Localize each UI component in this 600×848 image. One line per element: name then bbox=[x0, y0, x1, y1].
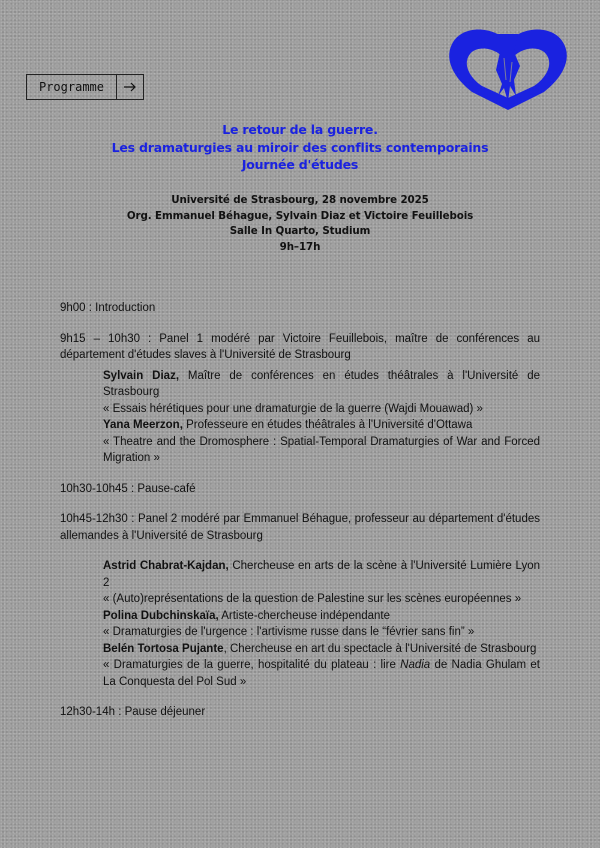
event-info bbox=[0, 193, 600, 255]
speaker-role: Professeure en études théâtrales à l'Université d'Ottawa bbox=[182, 419, 473, 431]
speaker-entry bbox=[103, 368, 540, 401]
talk-title: « Theatre and the Dromosphere : Spatial-Temporal Dramaturgies of War and Forced Migration » bbox=[103, 435, 540, 464]
speaker-role: Chercheuse en arts de la scène à l'Université Lumière Lyon 2 bbox=[103, 560, 540, 589]
programme-button-label: Programme bbox=[27, 75, 117, 99]
speaker-role: Artiste-chercheuse indépendante bbox=[218, 609, 391, 622]
panel-2-speakers bbox=[103, 558, 540, 690]
event-organizers: Org. Emmanuel Béhague, Sylvain Diaz et Victoire Feuillebois bbox=[126, 209, 474, 222]
heart-logo-icon bbox=[442, 22, 574, 112]
speaker-name: Astrid Chabrat-Kajdan, bbox=[103, 560, 229, 572]
panel-1-speakers bbox=[103, 368, 540, 467]
speaker-role: Maître de conférences en études théâtrales à l'Université de Strasbourg bbox=[103, 369, 540, 398]
speaker-entry bbox=[103, 608, 540, 625]
title-line-1: Le retour de la guerre. bbox=[222, 122, 378, 137]
schedule-coffee-break: 10h30-10h45 : Pause-café bbox=[60, 482, 196, 495]
title-line-3: Journée d'études bbox=[241, 157, 359, 172]
talk-title: « Dramaturgies de la guerre, hospitalité du plateau : lire Nadia de Nadia Ghulam et La Conquesta del Pol Sud » bbox=[103, 659, 540, 688]
speaker-role: , Chercheuse en art du spectacle à l'Université de Strasbourg bbox=[223, 642, 537, 655]
speaker-name: Sylvain Diaz, bbox=[103, 369, 180, 382]
speaker-entry bbox=[103, 641, 540, 658]
schedule-lunch-break: 12h30-14h : Pause déjeuner bbox=[60, 706, 206, 718]
talk-title: « Dramaturgies de l'urgence : l'artivisme russe dans le “février sans fin” » bbox=[103, 626, 475, 638]
schedule-intro: 9h00 : Introduction bbox=[60, 302, 156, 314]
speaker-name: Yana Meerzon, bbox=[103, 419, 183, 431]
event-location-date: Université de Strasbourg, 28 novembre 2025 bbox=[171, 194, 429, 206]
talk-title: « (Auto)représentations de la question de Palestine sur les scènes européennes » bbox=[103, 593, 522, 605]
event-room: Salle In Quarto, Studium bbox=[229, 225, 371, 237]
speaker-name: Polina Dubchinskaïa, bbox=[103, 609, 219, 622]
programme-schedule bbox=[60, 300, 540, 721]
schedule-panel-1: 9h15 – 10h30 : Panel 1 modéré par Victoire Feuillebois, maître de conférences au département d'études slaves à l'Université de Strasbourg bbox=[60, 332, 540, 361]
schedule-panel-2: 10h45-12h30 : Panel 2 modéré par Emmanuel Béhague, professeur au département d'études allemandes à l'Université de Strasbourg bbox=[60, 513, 540, 542]
speaker-name: Belén Tortosa Pujante bbox=[103, 642, 224, 655]
event-title bbox=[0, 121, 600, 174]
title-line-2: Les dramaturgies au miroir des conflits contemporains bbox=[111, 139, 489, 155]
speaker-entry bbox=[103, 558, 540, 591]
event-hours: 9h–17h bbox=[279, 240, 321, 253]
speaker-entry bbox=[103, 417, 540, 434]
talk-title: « Essais hérétiques pour une dramaturgie de la guerre (Wajdi Mouawad) » bbox=[103, 402, 483, 415]
arrow-right-icon bbox=[117, 75, 143, 99]
programme-button[interactable] bbox=[26, 74, 144, 100]
